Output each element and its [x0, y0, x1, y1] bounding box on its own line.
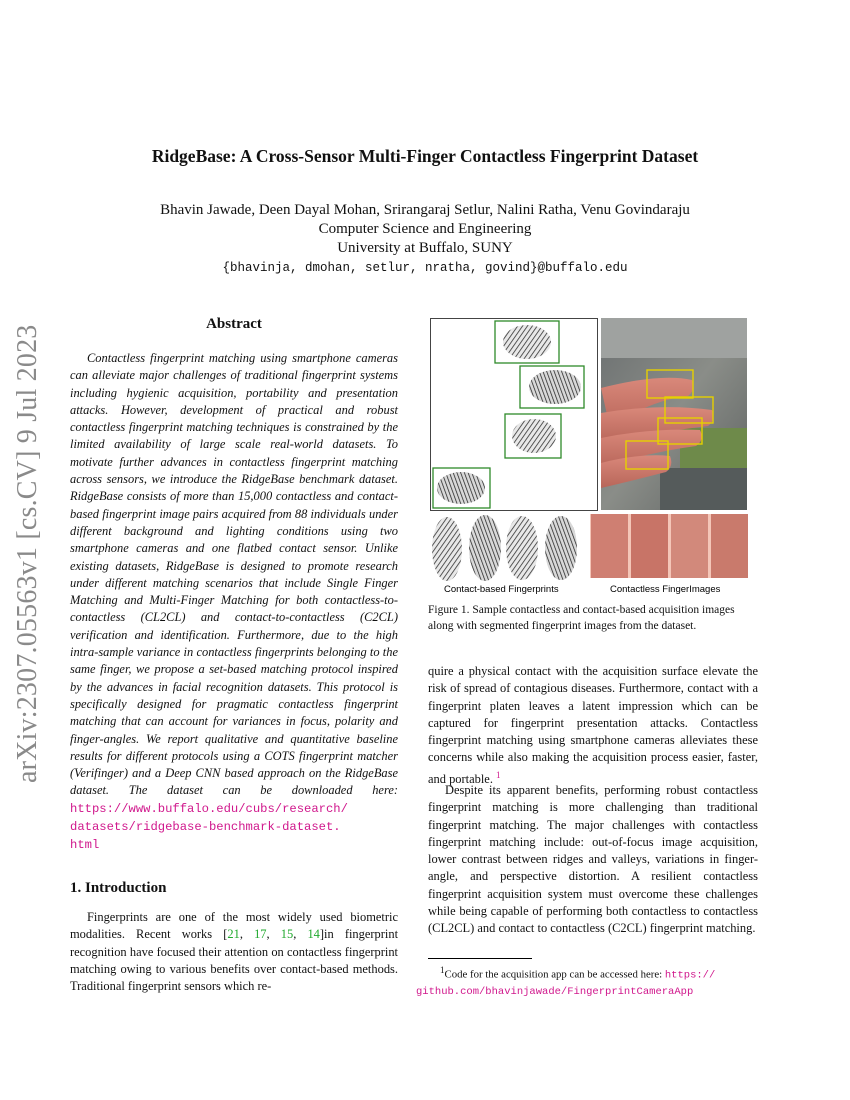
figure-1-caption: Figure 1. Sample contactless and contact-based acquisition images along with segmented fingerprint images from the dataset.	[428, 604, 735, 632]
footnote-ref[interactable]: 1	[496, 769, 501, 780]
intro-heading: 1. Introduction	[70, 880, 167, 896]
footnote-rule	[428, 958, 532, 959]
affiliation-univ: University at Buffalo, SUNY	[337, 240, 513, 256]
citation-link[interactable]: 14	[307, 927, 320, 942]
abstract-text: Contactless fingerprint matching using smartphone cameras can alleviate major challenges of traditional fingerprint systems including hygienic acquisition, portability and presentation attacks. However, development of practical and robust contactless fingerprint matching techniques is constrained by the limited availability of large scale real-world datasets. To motivate further advances in contactless fingerprint matching across sensors, we introduce the RidgeBase benchmark dataset. RidgeBase consists of more than 15,000 contactless and contact-based fingerprint image pairs acquired from 88 individuals under different background and lighting conditions using two smartphone cameras and one flatbed contact sensor. Unlike existing datasets, RidgeBase is designed to promote research under different matching scenarios that include Single Finger Matching and Multi-Finger Matching for both contactless-to-contactless (CL2CL) and contact-to-contactless (C2CL) verification and identification. Furthermore, due to the high intra-sample variance in contactless fingerprints belonging to the same finger, we propose a set-based matching protocol inspired by the advances in facial recognition datasets. This protocol is specifically designed for pragmatic contactless fingerprint matching that can account for variances in focus, polarity and finger-angles. We report qualitative and quantitative baseline results for different protocols using a COTS fingerprint matcher (Verifinger) and a Deep CNN based approach on the RidgeBase dataset. The dataset can be downloaded here:	[70, 351, 398, 798]
arxiv-side-stamp: arXiv:2307.05563v1 [cs.CV] 9 Jul 2023	[12, 324, 43, 783]
author-emails: {bhavinja, dmohan, setlur, nratha, govind}@buffalo.edu	[222, 261, 628, 275]
right-paragraph-2: Despite its apparent benefits, performing robust contactless fingerprint matching is more challenging than traditional fingerprint matching. The major challenges with contactless fingerprint matching include: out-of-focus image acquisition, lower contrast between ridges and valleys, variations in finger-angle, and perspective distortion. A resilient contactless fingerprint acquisition system must overcome these challenges while being capable of performing both contactless to contactless (CL2CL) and contact to contactless (C2CL) fingerprint matching.	[428, 783, 758, 936]
footnote-link-cont[interactable]: github.com/bhavinjawade/FingerprintCameraApp	[416, 985, 694, 998]
citation-link[interactable]: 17	[254, 927, 267, 942]
contactless-label: Contactless FingerImages	[610, 584, 721, 595]
right-paragraph-1: quire a physical contact with the acquisition surface elevate the risk of spread of contagious diseases. Furthermore, contact with a fingerprint platen leaves a latent impression which can be captured for fingerprint presentation attacks. Contactless fingerprint matching using smartphone cameras alleviates these concerns while also making the acquisition process easier, faster, and portable. $^1$	[428, 664, 758, 786]
abstract-body	[70, 350, 398, 855]
citation-link[interactable]: 15	[280, 927, 294, 942]
footnote: $^1$Code for the acquisition app can be accessed here: https:// github.com/bhavinjawade/FingerprintCameraApp	[416, 965, 716, 998]
figure-1	[430, 318, 748, 600]
footnote-link[interactable]: https://	[664, 969, 716, 982]
citation-link[interactable]: 21	[227, 927, 240, 942]
affiliation-dept: Computer Science and Engineering	[318, 221, 532, 237]
author-list: Bhavin Jawade, Deen Dayal Mohan, Srirangaraj Setlur, Nalini Ratha, Venu Govindaraju	[160, 202, 690, 218]
contact-print-strip	[432, 515, 577, 581]
contact-label: Contact-based Fingerprints	[444, 584, 559, 595]
dataset-link[interactable]: https://www.buffalo.edu/cubs/research/ datasets/ridgebase-benchmark-dataset. html	[70, 801, 348, 853]
abstract-heading: Abstract	[206, 316, 262, 332]
contactless-crop-strip	[590, 514, 748, 578]
figure-1-graphic	[430, 318, 748, 600]
paper-title: RidgeBase: A Cross-Sensor Multi-Finger Contactless Fingerprint Dataset	[151, 146, 699, 166]
intro-paragraph: Fingerprints are one of the most widely used biometric modalities. Recent works [21, 17, 15, 14]in fingerprint recognition have focused their attention on contactless fingerprint matching owing to various benefits over contact-based methods. Traditional fingerprint sensors which re-	[70, 910, 399, 994]
